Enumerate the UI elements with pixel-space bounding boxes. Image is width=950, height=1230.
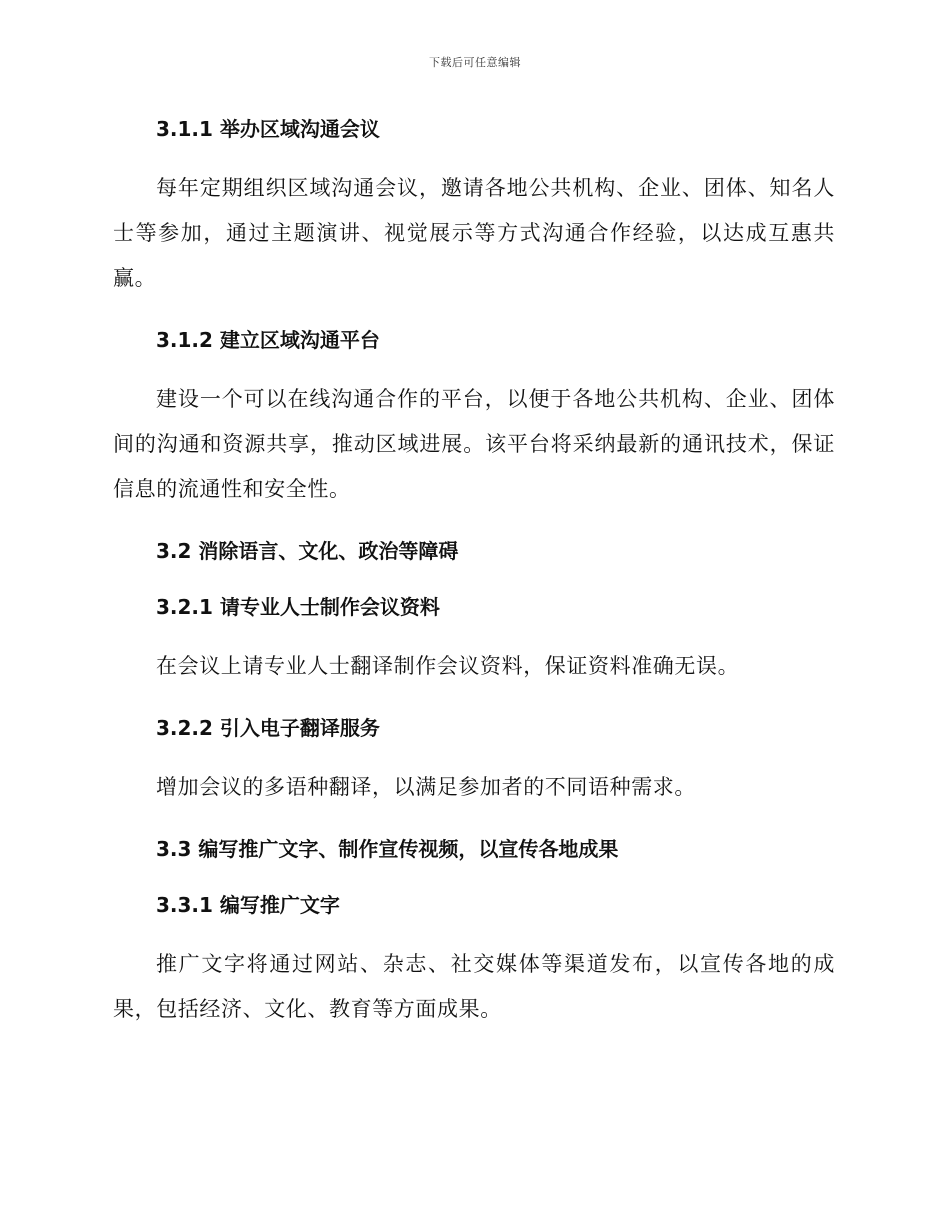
heading-3-3-1: 3.3.1 编写推广文字 — [156, 893, 340, 917]
paragraph-3-2-1: 在会议上请专业人士翻译制作会议资料，保证资料准确无误。 — [156, 654, 740, 678]
paragraph-3-2-2: 增加会议的多语种翻译，以满足参加者的不同语种需求。 — [156, 775, 696, 799]
paragraph-3-3-1: 推广文字将通过网站、杂志、社交媒体等渠道发布，以宣传各地的成果，包括经济、文化、教育等方面成果。 — [113, 952, 835, 1021]
heading-3-3: 3.3 编写推广文字、制作宣传视频，以宣传各地成果 — [156, 837, 619, 861]
page-header: 下载后可任意编辑 — [429, 56, 521, 69]
paragraph-3-1-1: 每年定期组织区域沟通会议，邀请各地公共机构、企业、团体、知名人士等参加，通过主题演讲、视觉展示等方式沟通合作经验，以达成互惠共赢。 — [113, 176, 835, 290]
paragraph-3-1-2: 建设一个可以在线沟通合作的平台，以便于各地公共机构、企业、团体间的沟通和资源共享，推动区域进展。该平台将采纳最新的通讯技术，保证信息的流通性和安全性。 — [113, 387, 835, 501]
heading-3-1-2: 3.1.2 建立区域沟通平台 — [156, 328, 380, 352]
heading-3-2-2: 3.2.2 引入电子翻译服务 — [156, 716, 380, 740]
document-body — [113, 112, 835, 1032]
heading-3-2-1: 3.2.1 请专业人士制作会议资料 — [156, 595, 440, 619]
heading-3-1-1: 3.1.1 举办区域沟通会议 — [156, 117, 380, 141]
heading-3-2: 3.2 消除语言、文化、政治等障碍 — [156, 539, 459, 563]
